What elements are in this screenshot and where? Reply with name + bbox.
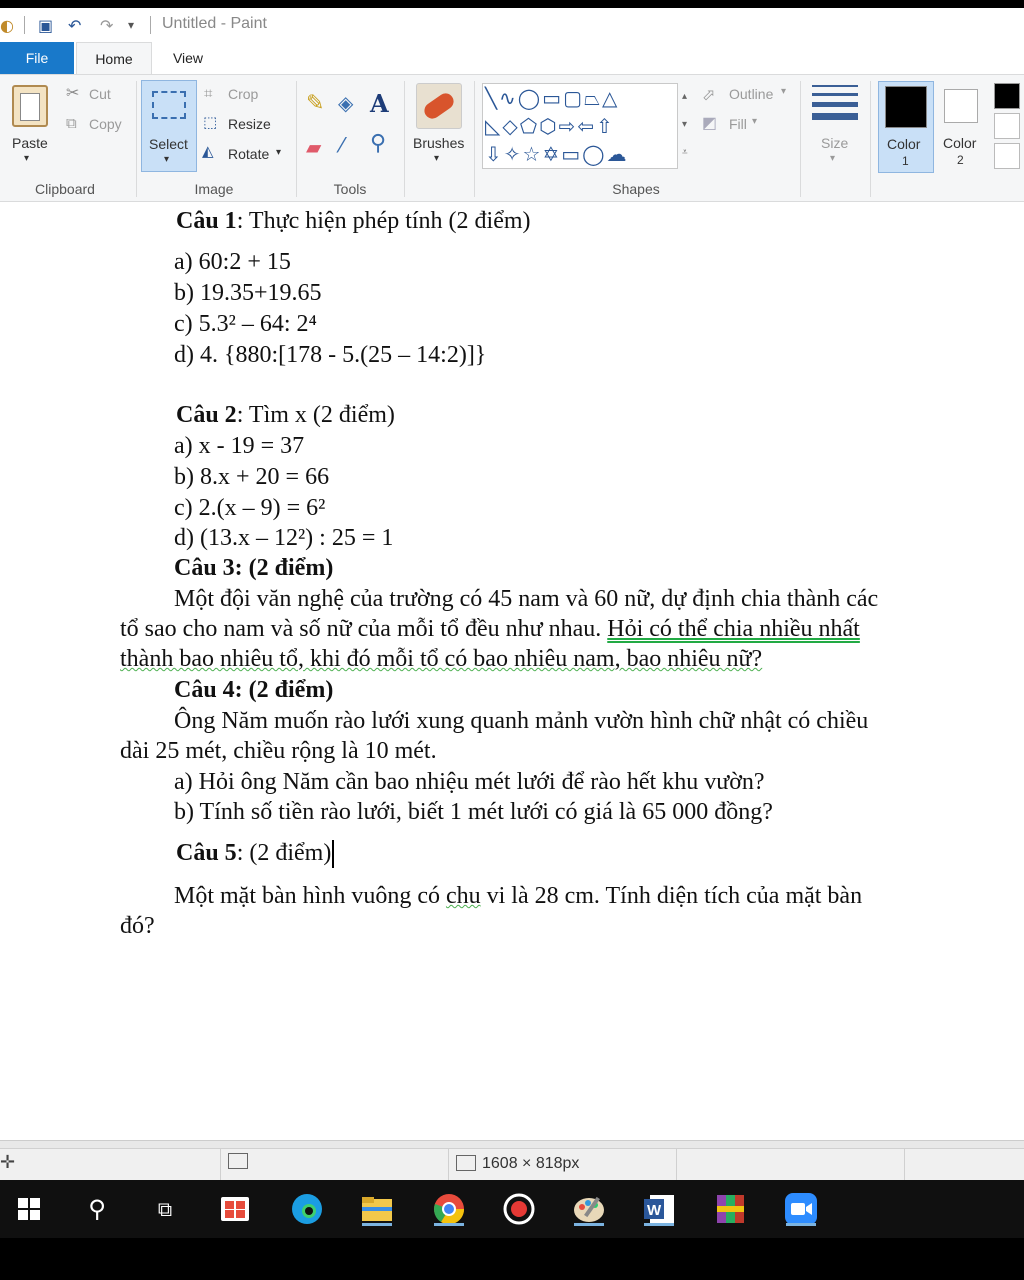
text-caret <box>332 840 334 868</box>
zoom-icon[interactable] <box>782 1190 820 1228</box>
paint-taskbar-icon[interactable] <box>570 1190 608 1228</box>
taskbar <box>0 1180 1024 1238</box>
crop-icon[interactable]: ⌗ <box>204 84 213 102</box>
shapes-row-2[interactable]: ◺◇⬠⬡⇨⇦⇧ <box>485 114 615 138</box>
brushes-icon[interactable] <box>416 83 462 129</box>
outline-icon[interactable]: ⬀ <box>702 85 716 104</box>
shapes-group-label: Shapes <box>612 181 660 197</box>
q3-title: Câu 3: (2 điểm) <box>174 555 334 581</box>
shapes-gallery[interactable] <box>482 83 678 169</box>
search-icon[interactable]: ⚲ <box>88 1195 106 1223</box>
store-icon[interactable] <box>216 1190 254 1228</box>
horizontal-scrollbar[interactable] <box>0 1140 1024 1148</box>
canvas-dimensions: 1608 × 818px <box>482 1155 580 1172</box>
q2-a: a) x - 19 = 37 <box>174 433 305 459</box>
q2-b: b) 8.x + 20 = 66 <box>174 464 330 490</box>
pencil-icon[interactable]: ✎ <box>306 91 325 116</box>
color2-button[interactable] <box>938 81 990 173</box>
magnifier-icon[interactable]: ⚲ <box>370 131 387 156</box>
edge-browser-icon[interactable] <box>288 1190 326 1228</box>
brushes-dropdown-icon[interactable]: ▾ <box>434 153 440 164</box>
tools-group-label: Tools <box>333 181 367 197</box>
select-dropdown-icon: ▾ <box>164 154 170 165</box>
outline-button[interactable]: Outline <box>729 86 774 102</box>
copy-icon[interactable]: ⧉ <box>66 114 77 132</box>
undo-icon[interactable]: ↶ <box>68 16 82 35</box>
screen-recorder-icon[interactable] <box>500 1190 538 1228</box>
q3-line2: tổ sao cho nam và số nữ của mỗi tổ đều như nhau. Hỏi có thể chia nhiều nhất <box>120 616 860 642</box>
shapes-row-3[interactable]: ⇩✧☆✡▭◯☁ <box>485 142 629 166</box>
color1-number: 1 <box>902 154 909 168</box>
cursor-position-icon: ✛ <box>0 1152 16 1172</box>
text-tool-icon[interactable]: A <box>370 89 389 118</box>
tab-file[interactable]: File <box>0 42 74 74</box>
q4-title: Câu 4: (2 điểm) <box>174 677 334 703</box>
paste-dropdown-icon[interactable]: ▾ <box>24 153 30 164</box>
select-label: Select <box>149 136 188 152</box>
canvas-size-icon <box>456 1155 476 1171</box>
tab-home[interactable]: Home <box>76 42 152 74</box>
explorer-active-indicator <box>362 1223 392 1226</box>
size-button[interactable]: Size <box>821 135 849 151</box>
q5-title: Câu 5: (2 điểm) <box>176 840 334 868</box>
q1-b: b) 19.35+19.65 <box>174 280 322 306</box>
paint-active-indicator <box>574 1223 604 1226</box>
brushes-button[interactable]: Brushes <box>413 135 465 151</box>
tab-view[interactable]: View <box>172 50 204 66</box>
select-button[interactable] <box>141 80 197 172</box>
customize-quick-access-icon[interactable]: ▾ <box>128 18 135 32</box>
q4-line1: Ông Năm muốn rào lưới xung quanh mảnh vườn hình chữ nhật có chiều <box>174 708 869 734</box>
save-icon[interactable]: ▣ <box>38 16 54 35</box>
cut-icon[interactable]: ✂ <box>66 83 80 102</box>
file-explorer-icon[interactable] <box>358 1190 396 1228</box>
outline-dropdown-icon[interactable]: ▾ <box>781 86 787 97</box>
q1-title: Câu 1: Thực hiện phép tính (2 điểm) <box>176 208 531 234</box>
rotate-icon[interactable]: ◭ <box>202 142 214 160</box>
paste-button[interactable]: Paste <box>12 135 48 151</box>
title-bar <box>0 8 1024 42</box>
color-picker-icon[interactable]: ⁄ <box>340 133 344 157</box>
rotate-dropdown-icon[interactable]: ▾ <box>276 147 282 158</box>
size-icon[interactable] <box>812 85 858 125</box>
cut-button[interactable]: Cut <box>89 86 111 102</box>
palette-swatch-white[interactable] <box>994 113 1020 139</box>
clipboard-group-label: Clipboard <box>35 181 95 197</box>
shapes-scroll-icons[interactable]: ▴ ▾ ⩡ <box>682 91 688 158</box>
window-title: Untitled - Paint <box>162 15 267 32</box>
q5-line1: Một mặt bàn hình vuông có chu vi là 28 cm. Tính diện tích của mặt bàn <box>174 883 863 909</box>
copy-button[interactable]: Copy <box>89 116 122 132</box>
q5-line2: đó? <box>120 913 155 939</box>
chrome-icon[interactable] <box>430 1190 468 1228</box>
resize-button[interactable]: Resize <box>228 116 271 132</box>
fill-dropdown-icon[interactable]: ▾ <box>752 116 758 127</box>
paint-app-icon[interactable]: ◐ <box>0 16 14 35</box>
q4-line2: dài 25 mét, chiều rộng là 10 mét. <box>120 738 437 764</box>
q1-c: c) 5.3² – 64: 2⁴ <box>174 311 317 337</box>
ribbon-tabs <box>0 42 1024 74</box>
rotate-button[interactable]: Rotate <box>228 146 270 162</box>
shapes-row-1[interactable]: ╲∿◯▭▢⏢△ <box>485 86 620 110</box>
zoom-active-indicator <box>786 1223 816 1226</box>
fill-button[interactable]: Fill <box>729 116 747 132</box>
winrar-icon[interactable] <box>712 1190 750 1228</box>
canvas-area[interactable] <box>0 202 1024 1140</box>
q3-line1: Một đội văn nghệ của trường có 45 nam và 60 nữ, dự định chia thành các <box>174 586 879 612</box>
resize-icon[interactable]: ⬚ <box>203 113 218 131</box>
color2-label: Color <box>943 135 977 151</box>
word-icon[interactable] <box>640 1190 678 1228</box>
canvas-document-image[interactable] <box>0 202 1024 1140</box>
q2-d: d) (13.x – 12²) : 25 = 1 <box>174 525 394 551</box>
selection-size-icon <box>228 1153 248 1169</box>
color2-swatch <box>944 89 978 123</box>
palette-swatch-empty[interactable] <box>994 143 1020 169</box>
q1-a: a) 60:2 + 15 <box>174 249 291 275</box>
svg-text:W: W <box>647 1202 662 1219</box>
q4-a: a) Hỏi ông Năm cần bao nhiệu mét lưới để rào hết khu vườn? <box>174 769 765 795</box>
palette-swatch-black[interactable] <box>994 83 1020 109</box>
q2-title: Câu 2: Tìm x (2 điểm) <box>176 402 395 428</box>
crop-button[interactable]: Crop <box>228 86 259 102</box>
task-view-icon[interactable]: ⧉ <box>157 1197 173 1221</box>
q4-b: b) Tính số tiền rào lưới, biết 1 mét lưới có giá là 65 000 đồng? <box>174 799 773 825</box>
ribbon <box>0 74 1024 202</box>
color2-number: 2 <box>957 153 964 167</box>
color1-swatch <box>885 86 927 128</box>
image-group-label: Image <box>194 181 234 197</box>
redo-icon[interactable]: ↷ <box>100 16 114 35</box>
color1-button[interactable] <box>878 81 934 173</box>
q2-c: c) 2.(x – 9) = 6² <box>174 495 326 521</box>
q3-line3: thành bao nhiêu tổ, khi đó mỗi tổ có bao nhiêu nam, bao nhiêu nữ? <box>120 646 763 672</box>
fill-icon[interactable]: ◩ <box>702 113 718 132</box>
chrome-active-indicator <box>434 1223 464 1226</box>
eraser-icon[interactable]: ▰ <box>306 135 322 159</box>
size-dropdown-icon[interactable]: ▾ <box>830 153 836 164</box>
windows-start-icon[interactable] <box>10 1190 48 1228</box>
paste-icon[interactable] <box>12 85 48 127</box>
q1-d: d) 4. {880:[178 - 5.(25 – 14:2)]} <box>174 342 487 368</box>
fill-bucket-icon[interactable]: ◈ <box>338 91 354 115</box>
status-bar <box>0 1148 1024 1180</box>
word-active-indicator <box>644 1223 674 1226</box>
color1-label: Color <box>887 136 921 152</box>
